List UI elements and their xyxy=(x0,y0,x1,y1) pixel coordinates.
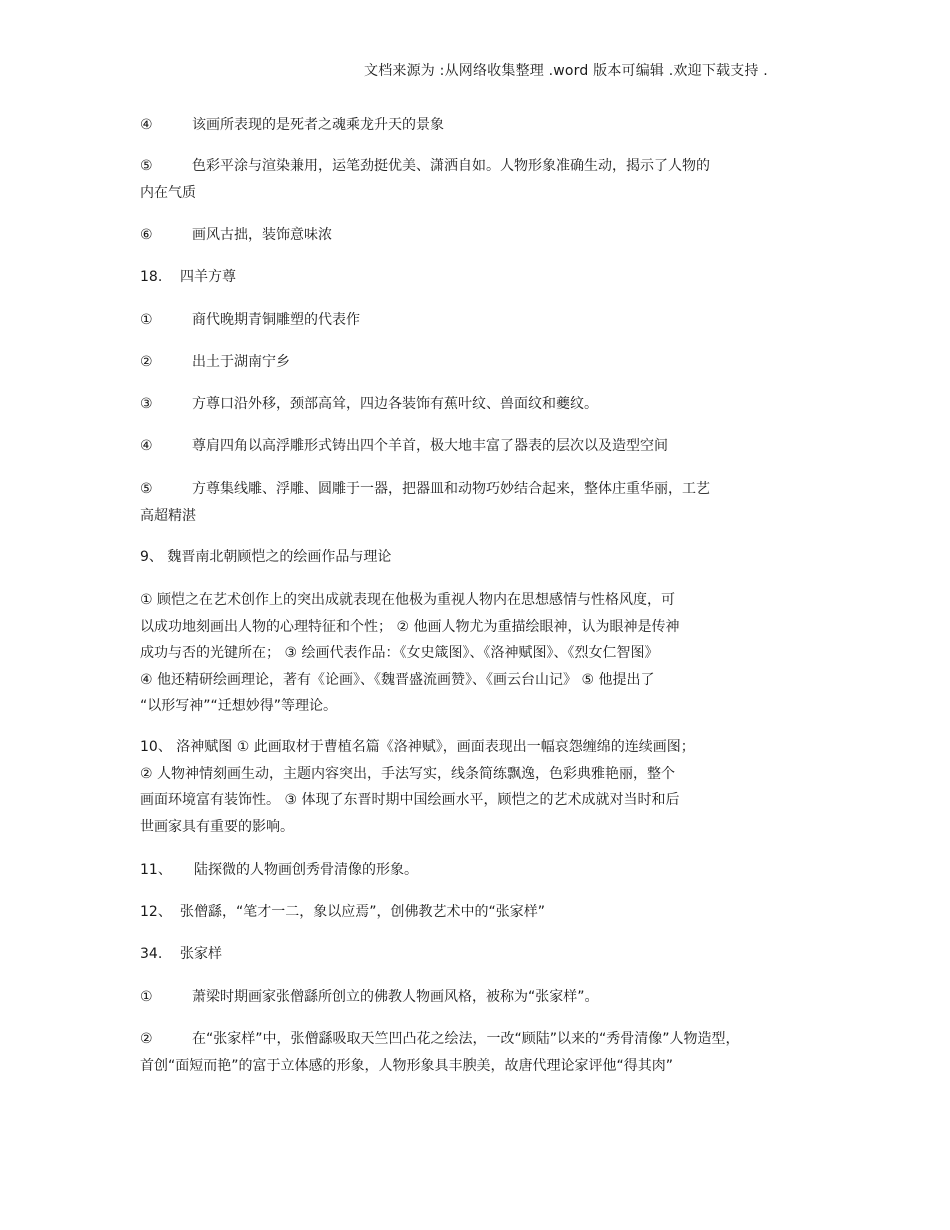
paragraph-line: 10、 洛神赋图 ① 此画取材于曹植名篇《洛神赋》，画面表现出一幅哀怨缠绵的连续画图； xyxy=(140,739,695,755)
list-item xyxy=(140,112,444,139)
list-item xyxy=(140,222,332,249)
item-text: 色彩平涂与渲染兼用，运笔劲挺优美、潇洒自如。人物形象准确生动，揭示了人物的 xyxy=(192,158,710,174)
list-item xyxy=(140,349,290,376)
paragraph-line: 以成功地刻画出人物的心理特征和个性； ② 他画人物尤为重描绘眼神，认为眼神是传神 xyxy=(140,618,680,635)
paragraph-line: “以形写神”“迁想妙得”等理论。 xyxy=(140,698,338,714)
section-heading xyxy=(140,899,545,926)
list-item xyxy=(140,307,360,334)
section-number: 11、 xyxy=(140,862,172,878)
list-item xyxy=(140,1026,740,1080)
paragraph-line: ① 顾恺之在艺术创作上的突出成就表现在他极为重视人物内在思想感情与性格风度，可 xyxy=(140,592,675,608)
section-number: 34. xyxy=(140,946,163,962)
item-text: 方尊口沿外移，颈部高耸，四边各装饰有蕉叶纹、兽面纹和夔纹。 xyxy=(192,396,598,412)
item-text: 尊肩四角以高浮雕形式铸出四个羊首，极大地丰富了器表的层次以及造型空间 xyxy=(192,438,668,454)
paragraph xyxy=(140,587,679,720)
item-marker: ③ xyxy=(140,396,153,412)
item-marker: ⑤ xyxy=(140,481,153,497)
item-text-continued: 高超精湛 xyxy=(140,508,196,524)
paragraph-line: 成功与否的光键所在； ③ 绘画代表作品：《女史箴图》、《洛神赋图》、《烈女仁智图》 xyxy=(140,645,659,661)
paragraph-line: 世画家具有重要的影响。 xyxy=(140,818,294,835)
section-text: 陆探微的人物画创秀骨清像的形象。 xyxy=(194,862,418,878)
item-marker: ② xyxy=(140,1031,153,1047)
item-text-continued: 内在气质 xyxy=(140,185,196,201)
item-text: 该画所表现的是死者之魂乘龙升天的景象 xyxy=(192,117,444,133)
paragraph-line: ④ 他还精研绘画理论，著有《论画》、《魏晋盛流画赞》、《画云台山记》 ⑤ 他提出了 xyxy=(140,671,655,688)
section-heading xyxy=(140,941,222,968)
item-marker: ④ xyxy=(140,117,153,133)
list-item xyxy=(140,391,598,418)
list-item xyxy=(140,433,668,460)
section-heading xyxy=(140,857,418,884)
item-marker: ② xyxy=(140,354,153,370)
item-text: 出土于湖南宁乡 xyxy=(192,354,290,370)
item-text: 在“张家样”中，张僧繇吸取天竺凹凸花之绘法，一改“顾陆”以来的“秀骨清像”人物造型， xyxy=(192,1031,740,1047)
item-marker: ④ xyxy=(140,438,153,454)
section-title: 四羊方尊 xyxy=(180,269,236,285)
list-item xyxy=(140,153,710,207)
section-number: 12、 xyxy=(140,904,172,920)
source-note: 文档来源为 :从网络收集整理 .word 版本可编辑 .欢迎下载支持 . xyxy=(364,63,768,79)
section-heading xyxy=(140,264,236,291)
item-marker: ⑤ xyxy=(140,158,153,174)
item-text: 画风古拙，装饰意味浓 xyxy=(192,227,332,243)
paragraph xyxy=(140,734,695,840)
paragraph-line: 画面环境富有装饰性。 ③ 体现了东晋时期中国绘画水平，顾恺之的艺术成就对当时和后 xyxy=(140,792,680,808)
section-title: 张家样 xyxy=(180,946,222,962)
list-item xyxy=(140,984,599,1011)
item-text: 商代晚期青铜雕塑的代表作 xyxy=(192,312,360,328)
item-marker: ① xyxy=(140,312,153,328)
item-text: 方尊集线雕、浮雕、圆雕于一器，把器皿和动物巧妙结合起来，整体庄重华丽，工艺 xyxy=(192,481,710,497)
paragraph-line: ② 人物神情刻画生动，主题内容突出，手法写实，线条简练飘逸，色彩典雅艳丽，整个 xyxy=(140,765,675,782)
section-number: 18. xyxy=(140,269,163,285)
item-text: 萧梁时期画家张僧繇所创立的佛教人物画风格，被称为“张家样”。 xyxy=(192,989,599,1005)
list-item xyxy=(140,476,710,530)
item-marker: ① xyxy=(140,989,153,1005)
item-marker: ⑥ xyxy=(140,227,153,243)
section-heading: 9、 魏晋南北朝顾恺之的绘画作品与理论 xyxy=(140,549,392,565)
section-text: 张僧繇，“笔才一二，象以应焉”，创佛教艺术中的“张家样” xyxy=(180,904,546,920)
item-text-continued: 首创“面短而艳”的富于立体感的形象，人物形象具丰腴美，故唐代理论家评他“得其肉” xyxy=(140,1058,674,1074)
